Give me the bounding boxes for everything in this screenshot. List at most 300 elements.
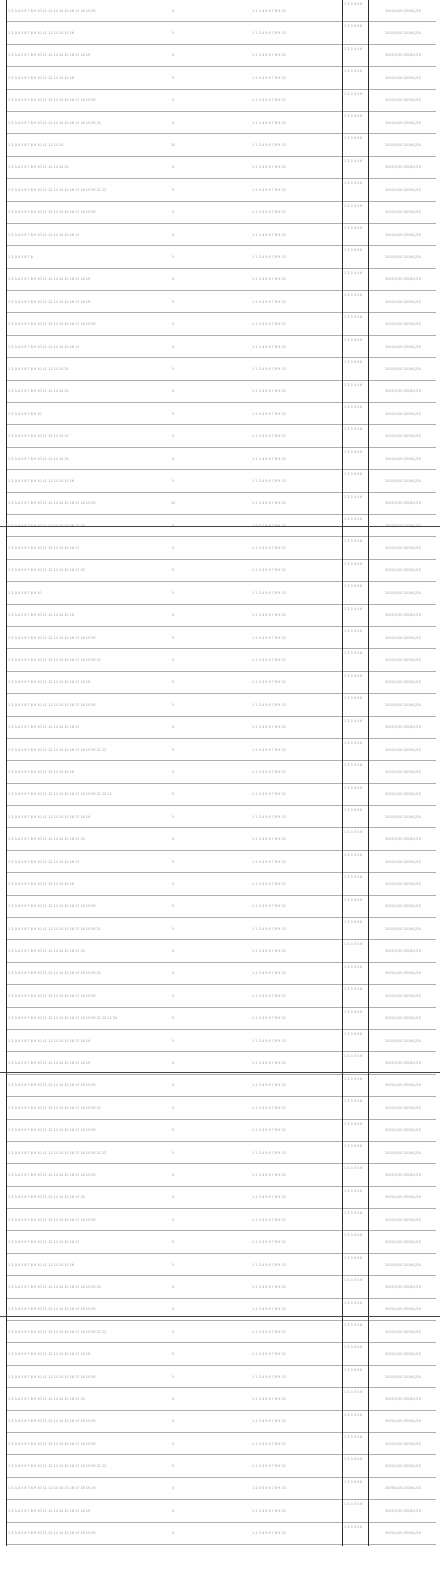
item-name-cell: 1 2 3-4 5 6 7 8 9 10 11 12 13 14 15 16 17 18 19 20 <box>8 1128 96 1133</box>
table-row <box>6 896 436 918</box>
date-cell: 2019/1/10 2019/1/10 <box>385 1508 421 1513</box>
spec-cell: 1 2 3 4 5 6 7 8 9 10 <box>252 613 286 618</box>
item-name-cell: 1 2 3-4 5 6 7 8 9 10 11 12 13 14 15 <box>8 165 69 170</box>
spec-cell: 1 2 3 4 5 6 7 8 9 10 <box>252 635 286 640</box>
quantity-cell: 5 <box>171 1038 175 1043</box>
spec-cell: 1 2 3 4 5 6 7 8 9 10 <box>252 120 286 125</box>
unit-cell: 1 2 3 4 5 6 <box>344 875 363 880</box>
spec-cell: 1 2 3 4 5 6 7 8 9 10 <box>252 859 286 864</box>
date-cell: 2019/1/10 2019/1/10 <box>385 769 421 774</box>
item-name-cell: 1 2 3-4 5 6 7 8 9 10 11 12 13 14 15 16 17 18 19 20 21 <box>8 926 101 931</box>
table-row <box>6 179 436 201</box>
table-row <box>6 1478 436 1500</box>
unit-cell: 1 2 3 4 5 6 <box>344 248 363 253</box>
quantity-cell: 5 <box>171 8 175 13</box>
spec-cell: 1 2 3 4 5 6 7 8 9 10 <box>252 366 286 371</box>
item-name-cell: 1 2 3-4 5 6 7 8 9 10 11 12 13 14 15 16 17 18 19 <box>8 1352 91 1357</box>
item-name-cell: 1 2 3-4 5 6 7 8 9 10 11 12 13 14 15 16 17 18 19 20 21 <box>8 1105 101 1110</box>
date-cell: 2019/1/10 2019/1/10 <box>385 881 421 886</box>
quantity-cell: 5 <box>171 366 175 371</box>
spec-cell: 1 2 3 4 5 6 7 8 9 10 <box>252 75 286 80</box>
table-row <box>6 358 436 380</box>
spec-cell: 1 2 3 4 5 6 7 8 9 10 <box>252 1464 286 1469</box>
table-row <box>6 784 436 806</box>
item-name-cell: 1 2 3-4 5 6 7 8 9 10 11 12 13 14 15 16 17 18 <box>8 1396 85 1401</box>
quantity-cell: 5 <box>171 1061 175 1066</box>
table-row <box>6 493 436 515</box>
quantity-cell: 5 <box>171 322 175 327</box>
spec-cell: 1 2 3 4 5 6 7 8 9 10 <box>252 344 286 349</box>
date-cell: 2019/1/10 2019/1/10 <box>385 75 421 80</box>
item-name-cell: 1 2 3-4 5 6 7 8 9 10 11 12 13 14 15 16 17 18 19 20 <box>8 98 96 103</box>
table-row <box>6 560 436 582</box>
item-name-cell: 1 2 3-4 5 6 7 8 9 10 11 12 13 14 15 16 <box>8 31 74 36</box>
item-name-cell: 1 2 3-4 5 6 7 8 9 10 11 12 13 14 15 16 17 18 19 20 <box>8 1173 96 1177</box>
unit-cell: 1 2 3 4 5 6 <box>344 1479 363 1484</box>
date-cell: 2019/1/10 2019/1/10 <box>385 501 421 506</box>
item-name-cell: 1 2 3-4 5 6 7 8 9 10 11 12 13 14 15 16 17 18 19 20 <box>8 635 96 640</box>
spec-cell: 1 2 3 4 5 6 7 8 9 10 <box>252 814 286 819</box>
date-cell: 2019/1/10 2019/1/10 <box>385 389 421 394</box>
spec-cell: 1 2 3 4 5 6 7 8 9 10 <box>252 1240 286 1245</box>
unit-cell: 1 2 3 4 5 6 <box>344 181 363 186</box>
spec-cell: 1 2 3 4 5 6 7 8 9 10 <box>252 1016 286 1021</box>
date-cell: 2019/1/10 2019/1/10 <box>385 792 421 797</box>
date-cell: 2019/1/10 2019/1/10 <box>385 702 421 707</box>
unit-cell: 1 2 3 4 5 6 <box>344 113 363 118</box>
spec-cell: 1 2 3 4 5 6 7 8 9 10 <box>252 1083 286 1088</box>
table-row <box>6 1075 436 1097</box>
quantity-cell: 5 <box>171 434 175 439</box>
table-row <box>6 336 436 358</box>
unit-cell: 1 2 3 4 5 6 <box>344 136 363 141</box>
unit-cell: 1 2 3 4 5 6 <box>344 1524 363 1529</box>
date-cell: 2019/1/10 2019/1/10 <box>385 143 421 148</box>
table-row <box>6 134 436 156</box>
item-name-cell: 1 2 3-4 5 6 7 8 9 10 11 12 13 14 15 16 17 18 19 20 21 <box>8 120 101 125</box>
item-name-cell: 1 2 3-4 5 6 7 8 9 10 11 12 13 14 15 16 17 18 19 20 <box>8 702 96 707</box>
table-row <box>6 224 436 246</box>
item-name-cell: 1 2 3-4 5 6 7 8 9 10 11 12 13 14 15 16 17 18 19 20 21 <box>8 1284 101 1289</box>
date-cell: 2019/1/10 2019/1/10 <box>385 1329 421 1334</box>
date-cell: 2019/1/10 2019/1/10 <box>385 1262 421 1267</box>
date-cell: 2019/1/10 2019/1/10 <box>385 1374 421 1379</box>
unit-cell: 1 2 3 4 5 6 <box>344 293 363 298</box>
table-row <box>6 649 436 671</box>
quantity-cell: 5 <box>171 747 175 752</box>
item-name-cell: 1 2 3-4 5 6 7 8 9 10 11 12 13 14 15 16 17 18 19 20 <box>8 1441 96 1446</box>
quantity-cell: 5 <box>171 926 175 931</box>
spec-cell: 1 2 3 4 5 6 7 8 9 10 <box>252 568 286 573</box>
unit-cell: 1 2 3 4 5 6 <box>344 1009 363 1014</box>
item-name-cell: 1 2 3-4 5 6 7 8 9 10 11 12 13 14 15 <box>8 434 69 439</box>
date-cell: 2019/1/10 2019/1/10 <box>385 1240 421 1245</box>
quantity-cell: 5 <box>171 299 175 304</box>
quantity-cell: 5 <box>171 277 175 282</box>
unit-cell: 1 2 3 4 5 6 <box>344 472 363 477</box>
item-name-cell: 1 2 3-4 5 6 7 8 9 10 11 12 13 14 15 16 17 18 19 20 21 22 23 24 <box>8 1016 118 1021</box>
unit-cell: 1 2 3 4 5 6 <box>344 897 363 902</box>
table-row <box>6 470 436 492</box>
unit-cell: 1 2 3 4 5 6 <box>344 1300 363 1305</box>
quantity-cell: 5 <box>171 1016 175 1021</box>
spec-cell: 1 2 3 4 5 6 7 8 9 10 <box>252 322 286 327</box>
item-name-cell: 1 2 3-4 5 6 7 8 <box>8 254 33 259</box>
spec-cell: 1 2 3 4 5 6 7 8 9 10 <box>252 456 286 461</box>
date-cell: 2019/1/10 2019/1/10 <box>385 859 421 864</box>
item-name-cell: 1 2 3-4 5 6 7 8 9 10 11 12 13 14 15 16 17 18 19 20 <box>8 1083 96 1088</box>
table-row <box>6 1120 436 1142</box>
quantity-cell: 5 <box>171 1531 175 1536</box>
quantity-cell: 5 <box>171 792 175 797</box>
spec-cell: 1 2 3 4 5 6 7 8 9 10 <box>252 277 286 282</box>
unit-cell: 1 2 3 4 5 6 <box>344 651 363 656</box>
table-row <box>6 605 436 627</box>
spec-cell: 1 2 3 4 5 6 7 8 9 10 <box>252 1217 286 1222</box>
table-row <box>6 1142 436 1164</box>
item-name-cell: 1 2 3-4 5 6 7 8 9 10 11 12 13 14 15 <box>8 366 69 371</box>
quantity-cell: 5 <box>171 1374 175 1379</box>
spec-cell: 1 2 3 4 5 6 7 8 9 10 <box>252 1262 286 1267</box>
unit-cell: 1 2 3 4 5 6 <box>344 203 363 208</box>
table-row <box>6 940 436 962</box>
date-cell: 2019/1/10 2019/1/10 <box>385 949 421 954</box>
date-cell: 2019/1/10 2019/1/10 <box>385 590 421 595</box>
quantity-cell: 5 <box>171 31 175 36</box>
date-cell: 2019/1/10 2019/1/10 <box>385 98 421 103</box>
quantity-cell: 5 <box>171 1083 175 1088</box>
item-name-cell: 1 2 3-4 5 6 7 8 9 10 11 12 13 14 15 16 17 18 19 20 21 22 <box>8 187 107 192</box>
table-row <box>6 1008 436 1030</box>
item-name-cell: 1 2 3-4 5 6 7 8 9 10 11 12 13 14 15 16 17 18 19 20 <box>8 904 96 909</box>
item-name-cell: 1 2 3-4 5 6 7 8 9 10 11 12 13 14 15 16 17 18 19 20 <box>8 501 96 506</box>
quantity-cell: 5 <box>171 658 175 663</box>
unit-cell: 1 2 3 4 5 6 <box>344 225 363 230</box>
table-row <box>6 739 436 761</box>
spec-cell: 1 2 3 4 5 6 7 8 9 10 <box>252 8 286 13</box>
quantity-cell: 5 <box>171 971 175 976</box>
date-cell: 2019/1/10 2019/1/10 <box>385 1195 421 1200</box>
spec-cell: 1 2 3 4 5 6 7 8 9 10 <box>252 1284 286 1289</box>
spec-cell: 1 2 3 4 5 6 7 8 9 10 <box>252 702 286 707</box>
quantity-cell: 5 <box>171 568 175 573</box>
quantity-cell: 5 <box>171 1284 175 1289</box>
unit-cell: 1 2 3 4 5 6 <box>344 516 363 521</box>
table-row <box>6 1411 436 1433</box>
spec-cell: 1 2 3 4 5 6 7 8 9 10 <box>252 971 286 976</box>
unit-cell: 1 2 3 4 5 6 <box>344 1211 363 1216</box>
quantity-cell: 5 <box>171 1307 175 1312</box>
table-row <box>6 963 436 985</box>
item-name-cell: 1 2 3-4 5 6 7 8 9 10 11 12 13 14 15 16 17 18 19 20 <box>8 8 96 13</box>
spec-cell: 1 2 3 4 5 6 7 8 9 10 <box>252 680 286 685</box>
spec-cell: 1 2 3 4 5 6 7 8 9 10 <box>252 1150 286 1155</box>
spec-cell: 1 2 3 4 5 6 7 8 9 10 <box>252 1105 286 1110</box>
quantity-cell: 5 <box>171 613 175 618</box>
unit-cell: 1 2 3 4 5 6 <box>344 382 363 387</box>
quantity-cell: 5 <box>171 478 175 483</box>
date-cell: 2019/1/10 2019/1/10 <box>385 322 421 327</box>
item-name-cell: 1 2 3-4 5 6 7 8 9 10 11 12 13 14 15 16 17 18 19 20 <box>8 210 96 215</box>
spec-cell: 1 2 3 4 5 6 7 8 9 10 <box>252 1396 286 1401</box>
table-row <box>6 425 436 447</box>
unit-cell: 1 2 3 4 5 6 <box>344 539 363 544</box>
spec-cell: 1 2 3 4 5 6 7 8 9 10 <box>252 1441 286 1446</box>
item-name-cell: 1 2 3-4 5 6 7 8 9 10 11 12 13 14 15 16 17 <box>8 232 80 237</box>
item-name-cell: 1 2 3-4 5 6 7 8 9 10 11 12 13 14 15 16 17 18 <box>8 568 85 573</box>
table-row <box>6 1299 436 1321</box>
spec-cell: 1 2 3 4 5 6 7 8 9 10 <box>252 1352 286 1357</box>
spec-cell: 1 2 3 4 5 6 7 8 9 10 <box>252 1061 286 1066</box>
quantity-cell: 5 <box>171 546 175 551</box>
quantity-cell: 5 <box>171 702 175 707</box>
date-cell: 2019/1/10 2019/1/10 <box>385 1173 421 1177</box>
table-row <box>6 269 436 291</box>
date-cell: 2019/1/10 2019/1/10 <box>385 747 421 752</box>
unit-cell: 1 2 3 4 5 6 <box>344 494 363 499</box>
unit-cell: 1 2 3 4 5 6 <box>344 2 363 6</box>
quantity-cell: 5 <box>171 1240 175 1245</box>
spec-cell: 1 2 3 4 5 6 7 8 9 10 <box>252 1173 286 1177</box>
unit-cell: 1 2 3 4 5 6 <box>344 1255 363 1260</box>
table-row <box>6 1030 436 1052</box>
spec-cell: 1 2 3 4 5 6 7 8 9 10 <box>252 1486 286 1491</box>
table-row <box>6 672 436 694</box>
item-name-cell: 1 2 3-4 5 6 7 8 9 10 11 12 13 14 15 16 17 18 <box>8 1195 85 1200</box>
table-row <box>6 1097 436 1119</box>
unit-cell: 1 2 3 4 5 6 <box>344 763 363 768</box>
date-cell: 2019/1/10 2019/1/10 <box>385 1083 421 1088</box>
date-cell: 2019/1/10 2019/1/10 <box>385 1217 421 1222</box>
unit-cell: 1 2 3 4 5 6 <box>344 830 363 835</box>
spec-cell: 1 2 3 4 5 6 7 8 9 10 <box>252 299 286 304</box>
item-name-cell: 1 2 3-4 5 6 7 8 9 10 11 12 13 14 15 16 17 18 19 20 21 22 <box>8 1150 107 1155</box>
unit-cell: 1 2 3 4 5 6 <box>344 1076 363 1081</box>
unit-cell: 1 2 3 4 5 6 <box>344 1323 363 1328</box>
quantity-cell: 5 <box>171 1262 175 1267</box>
spec-cell: 1 2 3 4 5 6 7 8 9 10 <box>252 904 286 909</box>
unit-cell: 1 2 3 4 5 6 <box>344 315 363 320</box>
unit-cell: 1 2 3 4 5 6 <box>344 24 363 29</box>
item-name-cell: 1 2 3-4 5 6 7 8 9 10 11 12 13 14 15 16 <box>8 613 74 618</box>
spec-cell: 1 2 3 4 5 6 7 8 9 10 <box>252 926 286 931</box>
date-cell: 2019/1/10 2019/1/10 <box>385 232 421 237</box>
unit-cell: 1 2 3 4 5 6 <box>344 1121 363 1126</box>
quantity-cell: 5 <box>171 814 175 819</box>
item-name-cell: 1 2 3-4 5 6 7 8 9 10 11 12 13 14 15 16 17 18 <box>8 949 85 954</box>
spec-cell: 1 2 3 4 5 6 7 8 9 10 <box>252 769 286 774</box>
date-cell: 2019/1/10 2019/1/10 <box>385 546 421 551</box>
unit-cell: 1 2 3 4 5 6 <box>344 584 363 589</box>
date-cell: 2019/1/10 2019/1/10 <box>385 53 421 58</box>
item-name-cell: 1 2 3-4 5 6 7 8 9 10 11 12 13 14 15 <box>8 456 69 461</box>
table-row <box>6 627 436 649</box>
unit-cell: 1 2 3 4 5 6 <box>344 1233 363 1238</box>
unit-cell: 1 2 3 4 5 6 <box>344 942 363 947</box>
date-cell: 2019/1/10 2019/1/10 <box>385 1038 421 1043</box>
date-cell: 2019/1/10 2019/1/10 <box>385 456 421 461</box>
table-row <box>6 694 436 716</box>
date-cell: 2019/1/10 2019/1/10 <box>385 837 421 842</box>
quantity-cell: 5 <box>171 1150 175 1155</box>
quantity-cell: 5 <box>171 1486 175 1491</box>
date-cell: 2019/1/10 2019/1/10 <box>385 8 421 13</box>
date-cell: 2019/1/10 2019/1/10 <box>385 971 421 976</box>
item-name-cell: 1 2 3-4 5 6 7 8 9 10 11 12 13 14 15 16 <box>8 75 74 80</box>
table-row <box>6 0 436 22</box>
spec-cell: 1 2 3 4 5 6 7 8 9 10 <box>252 478 286 483</box>
spec-cell: 1 2 3 4 5 6 7 8 9 10 <box>252 143 286 148</box>
table-row <box>6 761 436 783</box>
date-cell: 2019/1/10 2019/1/10 <box>385 478 421 483</box>
unit-cell: 1 2 3 4 5 6 <box>344 270 363 275</box>
item-name-cell: 1 2 3-4 5 6 7 8 9 10 11 12 13 14 15 16 17 18 19 20 <box>8 322 96 327</box>
table-row <box>6 1321 436 1343</box>
item-name-cell: 1 2 3-4 5 6 7 8 9 10 11 12 13 14 15 16 17 18 19 20 21 22 <box>8 1464 107 1469</box>
quantity-cell: 5 <box>171 725 175 730</box>
spec-cell: 1 2 3 4 5 6 7 8 9 10 <box>252 1374 286 1379</box>
table-row <box>6 851 436 873</box>
column-divider <box>342 0 343 1546</box>
date-cell: 2019/1/10 2019/1/10 <box>385 1105 421 1110</box>
unit-cell: 1 2 3 4 5 6 <box>344 1054 363 1059</box>
date-cell: 2019/1/10 2019/1/10 <box>385 635 421 640</box>
date-cell: 2019/1/10 2019/1/10 <box>385 1352 421 1357</box>
date-cell: 2019/1/10 2019/1/10 <box>385 568 421 573</box>
quantity-cell: 5 <box>171 1128 175 1133</box>
spec-cell: 1 2 3 4 5 6 7 8 9 10 <box>252 187 286 192</box>
spec-cell: 1 2 3 4 5 6 7 8 9 10 <box>252 837 286 842</box>
unit-cell: 1 2 3 4 5 6 <box>344 1278 363 1283</box>
spec-cell: 1 2 3 4 5 6 7 8 9 10 <box>252 1038 286 1043</box>
quantity-cell: 5 <box>171 1419 175 1424</box>
spec-cell: 1 2 3 4 5 6 7 8 9 10 <box>252 1419 286 1424</box>
table-row <box>6 918 436 940</box>
unit-cell: 1 2 3 4 5 6 <box>344 405 363 410</box>
date-cell: 2019/1/10 2019/1/10 <box>385 31 421 36</box>
quantity-cell: 5 <box>171 232 175 237</box>
date-cell: 2019/1/10 2019/1/10 <box>385 187 421 192</box>
table-row <box>6 717 436 739</box>
spec-cell: 1 2 3 4 5 6 7 8 9 10 <box>252 546 286 551</box>
quantity-cell: 5 <box>171 120 175 125</box>
unit-cell: 1 2 3 4 5 6 <box>344 606 363 611</box>
table-row <box>6 1366 436 1388</box>
unit-cell: 1 2 3 4 5 6 <box>344 1502 363 1507</box>
spec-cell: 1 2 3 4 5 6 7 8 9 10 <box>252 434 286 439</box>
unit-cell: 1 2 3 4 5 6 <box>344 1345 363 1350</box>
table-row <box>6 985 436 1007</box>
table-row <box>6 828 436 850</box>
date-cell: 2019/1/10 2019/1/10 <box>385 165 421 170</box>
table-row <box>6 1209 436 1231</box>
quantity-cell: 5 <box>171 165 175 170</box>
date-cell: 2019/1/10 2019/1/10 <box>385 993 421 998</box>
item-name-cell: 1 2 3-4 5 6 7 8 9 10 11 12 13 14 15 16 17 18 19 <box>8 1061 91 1066</box>
item-name-cell: 1 2 3-4 5 6 7 8 9 10 11 12 13 14 15 16 17 18 19 <box>8 680 91 685</box>
date-cell: 2019/1/10 2019/1/10 <box>385 658 421 663</box>
unit-cell: 1 2 3 4 5 6 <box>344 718 363 723</box>
item-name-cell: 1 2 3-4 5 6 7 8 9 10 11 12 13 14 15 16 17 18 19 <box>8 1508 91 1513</box>
spec-cell: 1 2 3 4 5 6 7 8 9 10 <box>252 949 286 954</box>
unit-cell: 1 2 3 4 5 6 <box>344 1412 363 1417</box>
item-name-cell: 1 2 3-4 5 6 7 8 9 10 11 12 13 14 15 16 <box>8 1262 74 1267</box>
table-row <box>6 291 436 313</box>
item-name-cell: 1 2 3-4 5 6 7 8 9 10 11 12 13 14 15 16 17 18 19 20 21 <box>8 971 101 976</box>
date-cell: 2019/1/10 2019/1/10 <box>385 434 421 439</box>
column-divider <box>368 0 369 1546</box>
spec-cell: 1 2 3 4 5 6 7 8 9 10 <box>252 31 286 36</box>
item-name-cell: 1 2 3-4 5 6 7 8 9 10 <box>8 411 42 416</box>
spec-cell: 1 2 3 4 5 6 7 8 9 10 <box>252 98 286 103</box>
table-row <box>6 1164 436 1186</box>
table-row <box>6 202 436 224</box>
quantity-cell: 10 <box>170 143 176 148</box>
unit-cell: 1 2 3 4 5 6 <box>344 1031 363 1036</box>
spec-cell: 1 2 3 4 5 6 7 8 9 10 <box>252 389 286 394</box>
unit-cell: 1 2 3 4 5 6 <box>344 1435 363 1439</box>
quantity-cell: 5 <box>171 456 175 461</box>
unit-cell: 1 2 3 4 5 6 <box>344 427 363 432</box>
item-name-cell: 1 2 3-4 5 6 7 8 9 10 11 12 13 14 15 16 17 18 19 <box>8 277 91 282</box>
spec-cell: 1 2 3 4 5 6 7 8 9 10 <box>252 210 286 215</box>
unit-cell: 1 2 3 4 5 6 <box>344 920 363 925</box>
table-row <box>6 806 436 828</box>
quantity-cell: 5 <box>171 411 175 416</box>
spec-cell: 1 2 3 4 5 6 7 8 9 10 <box>252 725 286 730</box>
item-name-cell: 1 2 3-4 5 6 7 8 9 10 11 12 13 14 15 16 17 18 19 20 <box>8 1374 96 1379</box>
item-name-cell: 1 2 3-4 5 6 7 8 9 10 11 12 13 14 15 16 17 18 19 20 <box>8 1419 96 1424</box>
quantity-cell: 5 <box>171 254 175 259</box>
table-row <box>6 381 436 403</box>
unit-cell: 1 2 3 4 5 6 <box>344 696 363 701</box>
item-name-cell: 1 2 3-4 5 6 7 8 9 10 11 12 13 14 15 16 17 18 19 20 <box>8 1486 96 1491</box>
spec-cell: 1 2 3 4 5 6 7 8 9 10 <box>252 411 286 416</box>
spec-cell: 1 2 3 4 5 6 7 8 9 10 <box>252 1508 286 1513</box>
table-row <box>6 1187 436 1209</box>
table-row <box>6 1388 436 1410</box>
unit-cell: 1 2 3 4 5 6 <box>344 561 363 566</box>
spec-cell: 1 2 3 4 5 6 7 8 9 10 <box>252 232 286 237</box>
item-name-cell: 1 2 3-4 5 6 7 8 9 10 11 12 13 14 15 16 17 18 19 <box>8 814 91 819</box>
date-cell: 2019/1/10 2019/1/10 <box>385 926 421 931</box>
item-name-cell: 1 2 3-4 5 6 7 8 9 10 11 12 13 14 15 16 17 18 <box>8 837 85 842</box>
spec-cell: 1 2 3 4 5 6 7 8 9 10 <box>252 1307 286 1312</box>
spec-cell: 1 2 3 4 5 6 7 8 9 10 <box>252 590 286 595</box>
item-name-cell: 1 2 3-4 5 6 7 8 9 10 11 12 13 14 15 16 17 18 19 20 <box>8 1307 96 1312</box>
date-cell: 2019/1/10 2019/1/10 <box>385 1016 421 1021</box>
spec-cell: 1 2 3 4 5 6 7 8 9 10 <box>252 501 286 506</box>
table-row <box>6 448 436 470</box>
quantity-cell: 5 <box>171 1195 175 1200</box>
unit-cell: 1 2 3 4 5 6 <box>344 1367 363 1372</box>
item-name-cell: 1 2 3-4 5 6 7 8 9 10 11 12 13 14 15 16 <box>8 881 74 886</box>
quantity-cell: 5 <box>171 98 175 103</box>
spec-cell: 1 2 3 4 5 6 7 8 9 10 <box>252 993 286 998</box>
quantity-cell: 10 <box>170 501 176 506</box>
unit-cell: 1 2 3 4 5 6 <box>344 158 363 163</box>
unit-cell: 1 2 3 4 5 6 <box>344 449 363 454</box>
item-name-cell: 1 2 3-4 5 6 7 8 9 10 11 12 13 14 15 16 17 18 19 <box>8 299 91 304</box>
table-row <box>6 45 436 67</box>
quantity-cell: 5 <box>171 904 175 909</box>
unit-cell: 1 2 3 4 5 6 <box>344 1457 363 1462</box>
item-name-cell: 1 2 3-4 5 6 7 8 9 10 11 12 13 14 15 16 17 18 19 20 <box>8 993 96 998</box>
unit-cell: 1 2 3 4 5 6 <box>344 785 363 790</box>
table-row <box>6 1523 436 1545</box>
table-row <box>6 112 436 134</box>
spec-cell: 1 2 3 4 5 6 7 8 9 10 <box>252 165 286 170</box>
